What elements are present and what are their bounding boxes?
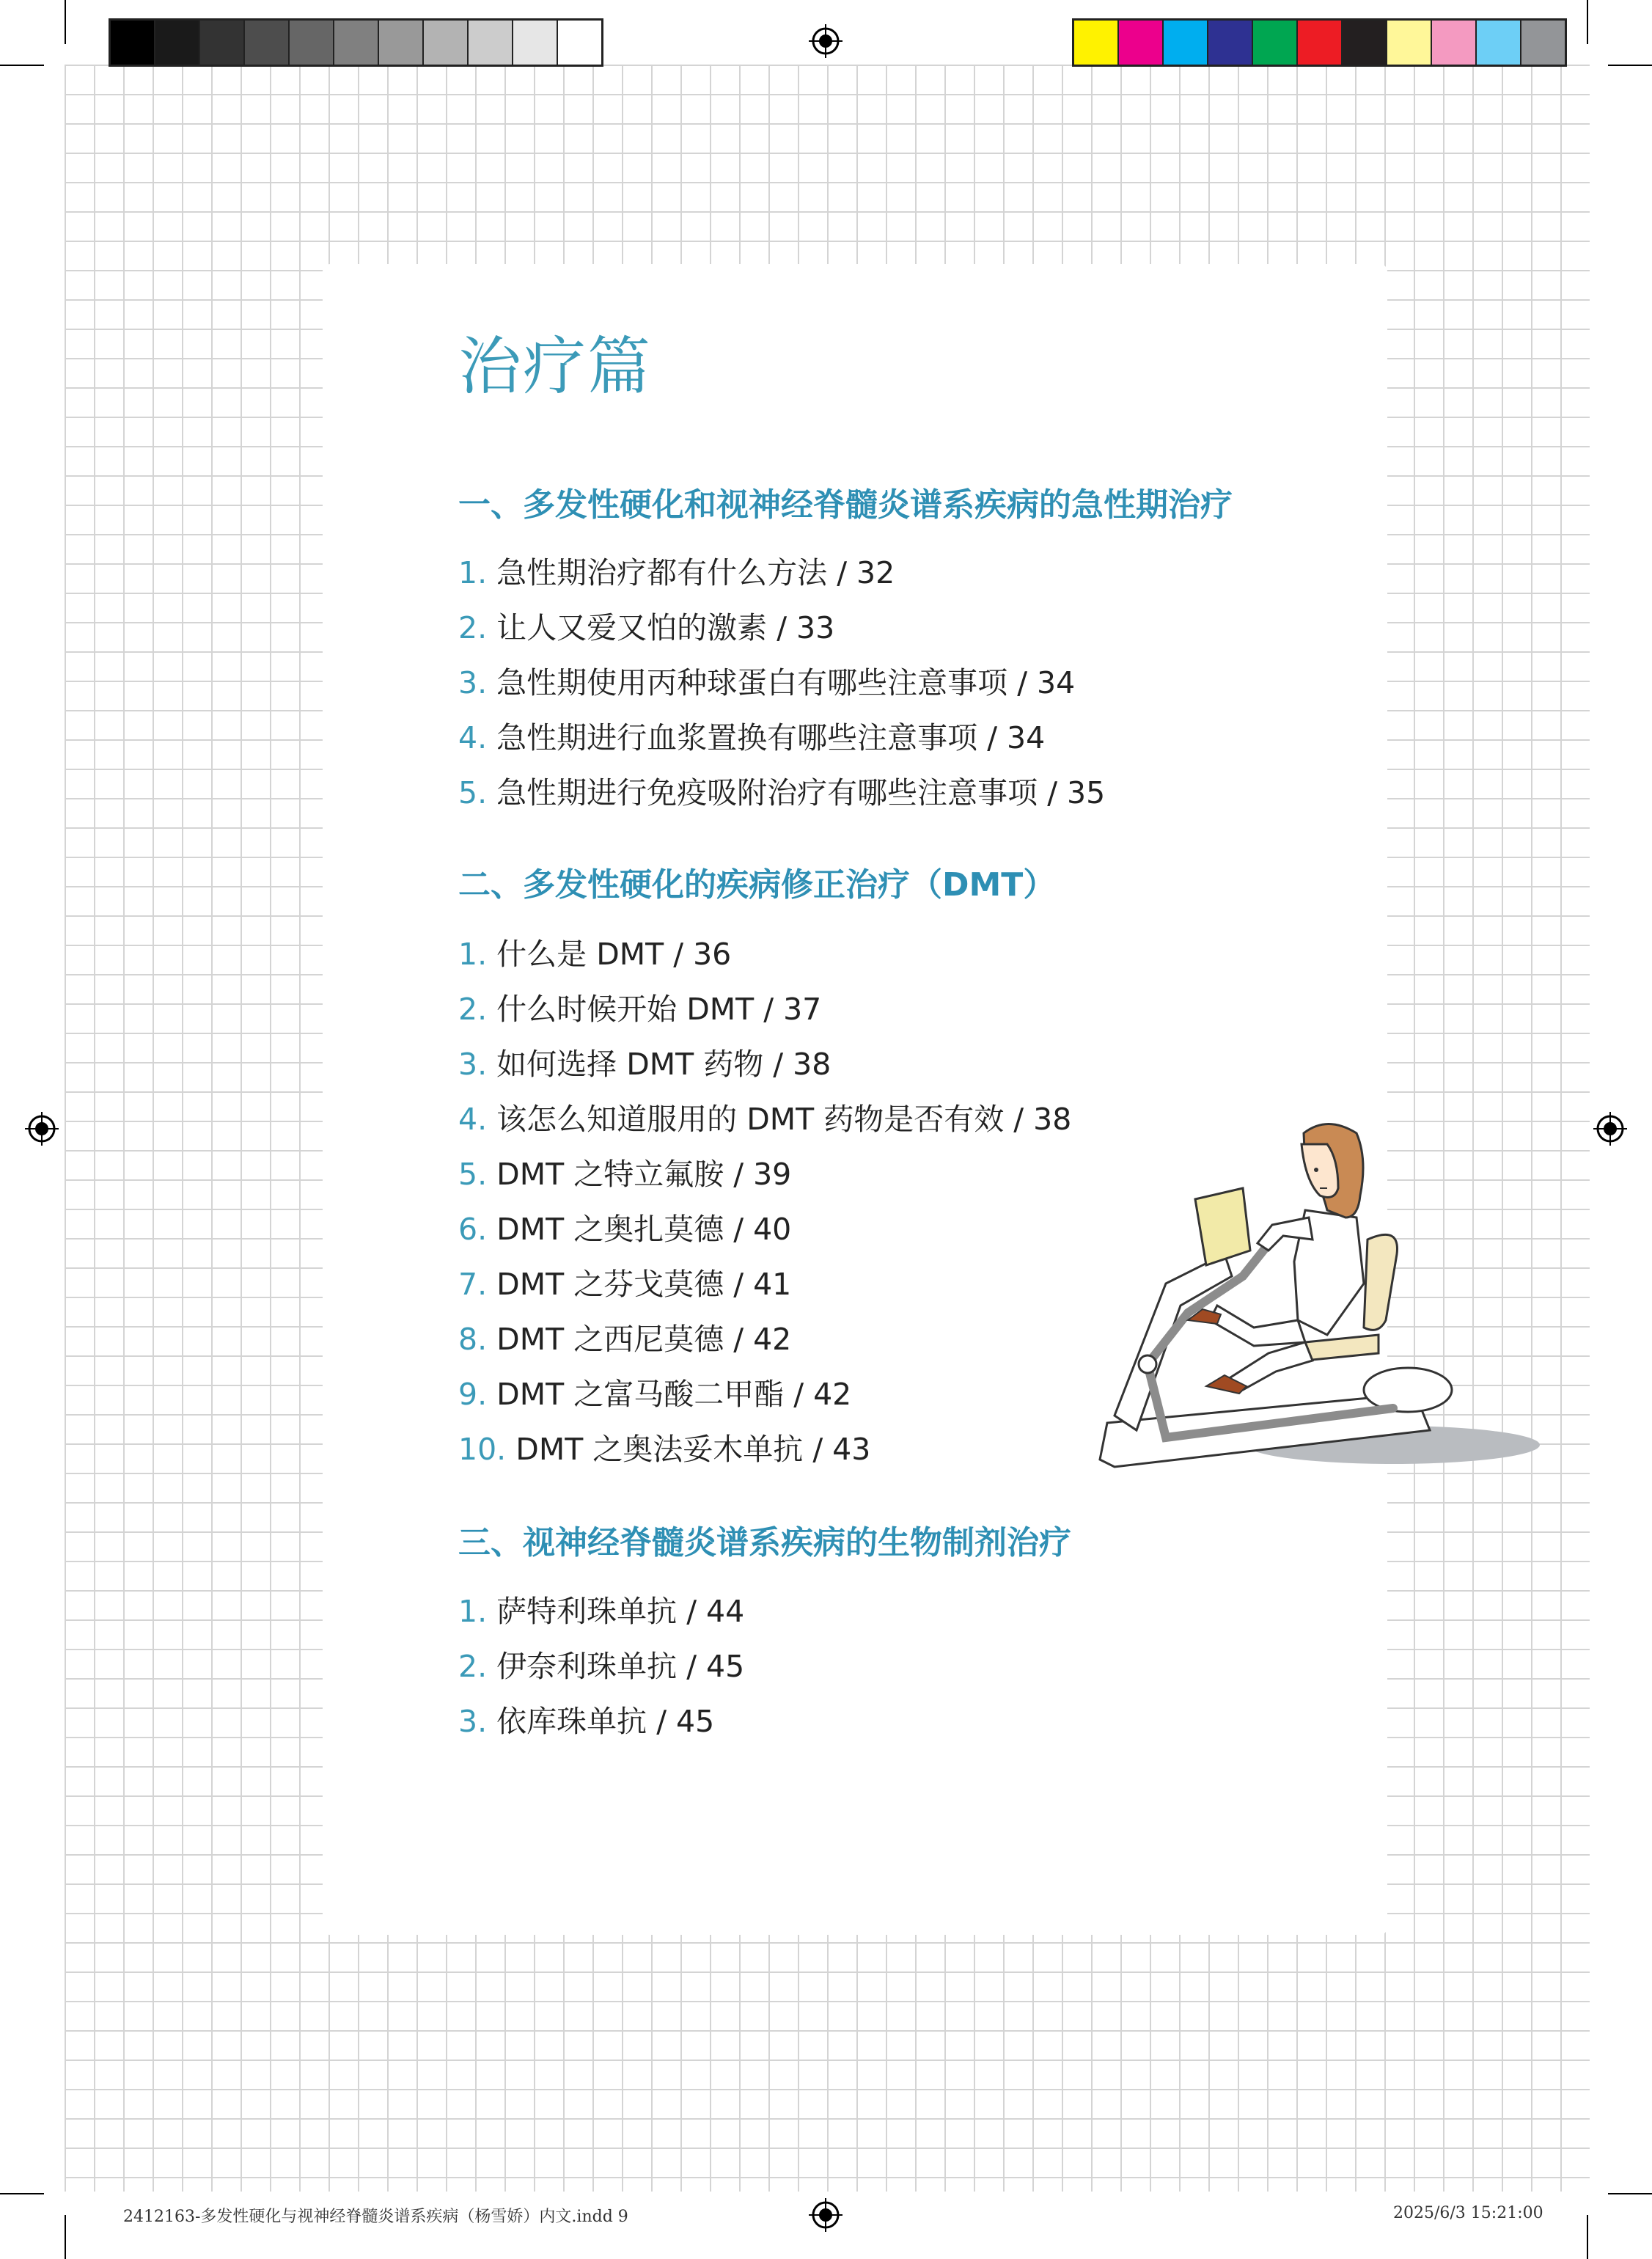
toc-entry[interactable] [458, 1150, 791, 1193]
seat-cushion [1305, 1335, 1378, 1361]
registration-mark-icon [809, 24, 842, 58]
console-screen [1195, 1188, 1250, 1265]
toc-entry-number: 4. [458, 1102, 488, 1137]
machine-front-frame [1115, 1254, 1232, 1430]
toc-entry[interactable] [458, 714, 1045, 757]
toc-entry-number: 4. [458, 720, 488, 755]
toc-entry-number: 8. [458, 1322, 488, 1357]
section-title: 三、视神经脊髓炎谱系疾病的生物制剂治疗 [458, 1524, 1071, 1561]
toc-entry[interactable] [458, 1370, 851, 1413]
toc-entry-text: 急性期进行免疫吸附治疗有哪些注意事项 / 35 [496, 775, 1106, 810]
color-swatch [155, 21, 200, 65]
registration-mark-icon [25, 1112, 59, 1146]
toc-entry-text: 什么是 DMT / 36 [496, 937, 732, 972]
toc-entry-number: 1. [458, 555, 488, 590]
color-swatch [424, 21, 469, 65]
toc-entry[interactable] [458, 930, 731, 973]
machine-rear-cylinder [1364, 1368, 1452, 1412]
toc-entry-number: 6. [458, 1212, 488, 1247]
color-swatch [1208, 21, 1253, 65]
toc-entry-text: 让人又爱又怕的激素 / 33 [496, 610, 835, 645]
color-swatch [334, 21, 379, 65]
toc-entry-number: 3. [458, 1047, 488, 1082]
toc-entry-text: 急性期进行血浆置换有哪些注意事项 / 34 [496, 720, 1046, 755]
toc-entry-text: 如何选择 DMT 药物 / 38 [496, 1047, 831, 1082]
color-swatch [200, 21, 245, 65]
toc-entry-number: 3. [458, 665, 488, 700]
toc-entry[interactable] [458, 769, 1105, 812]
toc-entry[interactable] [458, 1095, 1071, 1138]
toc-entry-text: 依库珠单抗 / 45 [496, 1704, 715, 1739]
seat-back [1364, 1234, 1398, 1330]
toc-entry-number: 3. [458, 1704, 488, 1739]
toc-entry-text: DMT 之芬戈莫德 / 41 [496, 1267, 792, 1302]
color-swatch [1477, 21, 1521, 65]
person-thigh [1210, 1306, 1305, 1346]
toc-entry-number: 9. [458, 1377, 488, 1412]
color-swatch [1521, 21, 1565, 65]
color-swatch [469, 21, 513, 65]
toc-entry[interactable] [458, 659, 1075, 702]
toc-entry[interactable] [458, 1260, 791, 1303]
toc-entry-number: 5. [458, 1157, 488, 1192]
color-swatch [1432, 21, 1477, 65]
toc-entry[interactable] [458, 1205, 791, 1248]
color-swatch [558, 21, 601, 65]
toc-entry-number: 1. [458, 937, 488, 972]
toc-entry[interactable] [458, 985, 821, 1028]
toc-entry[interactable] [458, 549, 895, 592]
toc-entry[interactable] [458, 1587, 744, 1630]
color-swatch [1343, 21, 1387, 65]
color-swatch [1387, 21, 1432, 65]
toc-entry-number: 2. [458, 610, 488, 645]
print-slug-filename: 2412163-多发性硬化与视神经脊髓炎谱系疾病（杨雪娇）内文.indd 9 [123, 2208, 628, 2226]
page-title: 治疗篇 [458, 330, 652, 403]
toc-entry-number: 2. [458, 1649, 488, 1684]
toc-entry[interactable] [458, 1697, 714, 1740]
toc-entry-text: DMT 之奥法妥木单抗 / 43 [515, 1432, 871, 1467]
toc-entry-number: 2. [458, 992, 488, 1027]
person-face [1302, 1144, 1338, 1197]
color-swatch [1298, 21, 1343, 65]
toc-entry-text: 萨特利珠单抗 / 44 [496, 1594, 745, 1629]
color-swatch [245, 21, 290, 65]
section-title: 二、多发性硬化的疾病修正治疗（DMT） [458, 866, 1056, 904]
toc-entry-text: DMT 之西尼莫德 / 42 [496, 1322, 792, 1357]
toc-entry-text: 伊奈利珠单抗 / 45 [496, 1649, 745, 1684]
toc-entry-text: 什么时候开始 DMT / 37 [496, 992, 822, 1027]
process-color-bar [1072, 18, 1567, 67]
toc-entry-number: 1. [458, 1594, 488, 1629]
toc-entry-number: 7. [458, 1267, 488, 1302]
color-swatch [513, 21, 558, 65]
color-swatch [290, 21, 334, 65]
toc-entry-text: 急性期使用丙种球蛋白有哪些注意事项 / 34 [496, 665, 1076, 700]
toc-entry[interactable] [458, 1315, 791, 1358]
toc-entry-number: 10. [458, 1432, 507, 1467]
toc-entry-text: DMT 之富马酸二甲酯 / 42 [496, 1377, 852, 1412]
color-swatch [379, 21, 424, 65]
pivot-joint [1139, 1355, 1156, 1373]
toc-entry-text: DMT 之特立氟胺 / 39 [496, 1157, 792, 1192]
grayscale-color-bar [109, 18, 603, 67]
toc-entry[interactable] [458, 1642, 744, 1685]
toc-entry-number: 5. [458, 775, 488, 810]
registration-mark-icon [1593, 1112, 1627, 1146]
exercise-machine-illustration [1085, 1100, 1540, 1504]
toc-entry[interactable] [458, 1425, 870, 1468]
color-swatch [1074, 21, 1119, 65]
color-swatch [111, 21, 155, 65]
toc-entry-text: 该怎么知道服用的 DMT 药物是否有效 / 38 [496, 1102, 1072, 1137]
registration-mark-icon [809, 2198, 842, 2232]
eye [1314, 1168, 1318, 1172]
color-swatch [1119, 21, 1164, 65]
toc-entry[interactable] [458, 604, 834, 647]
section-title: 一、多发性硬化和视神经脊髓炎谱系疾病的急性期治疗 [458, 486, 1233, 524]
print-slug-timestamp: 2025/6/3 15:21:00 [1393, 2204, 1543, 2222]
toc-entry-text: 急性期治疗都有什么方法 / 32 [496, 555, 895, 590]
toc-entry-text: DMT 之奥扎莫德 / 40 [496, 1212, 792, 1247]
toc-entry[interactable] [458, 1040, 831, 1083]
color-swatch [1164, 21, 1208, 65]
color-swatch [1253, 21, 1298, 65]
